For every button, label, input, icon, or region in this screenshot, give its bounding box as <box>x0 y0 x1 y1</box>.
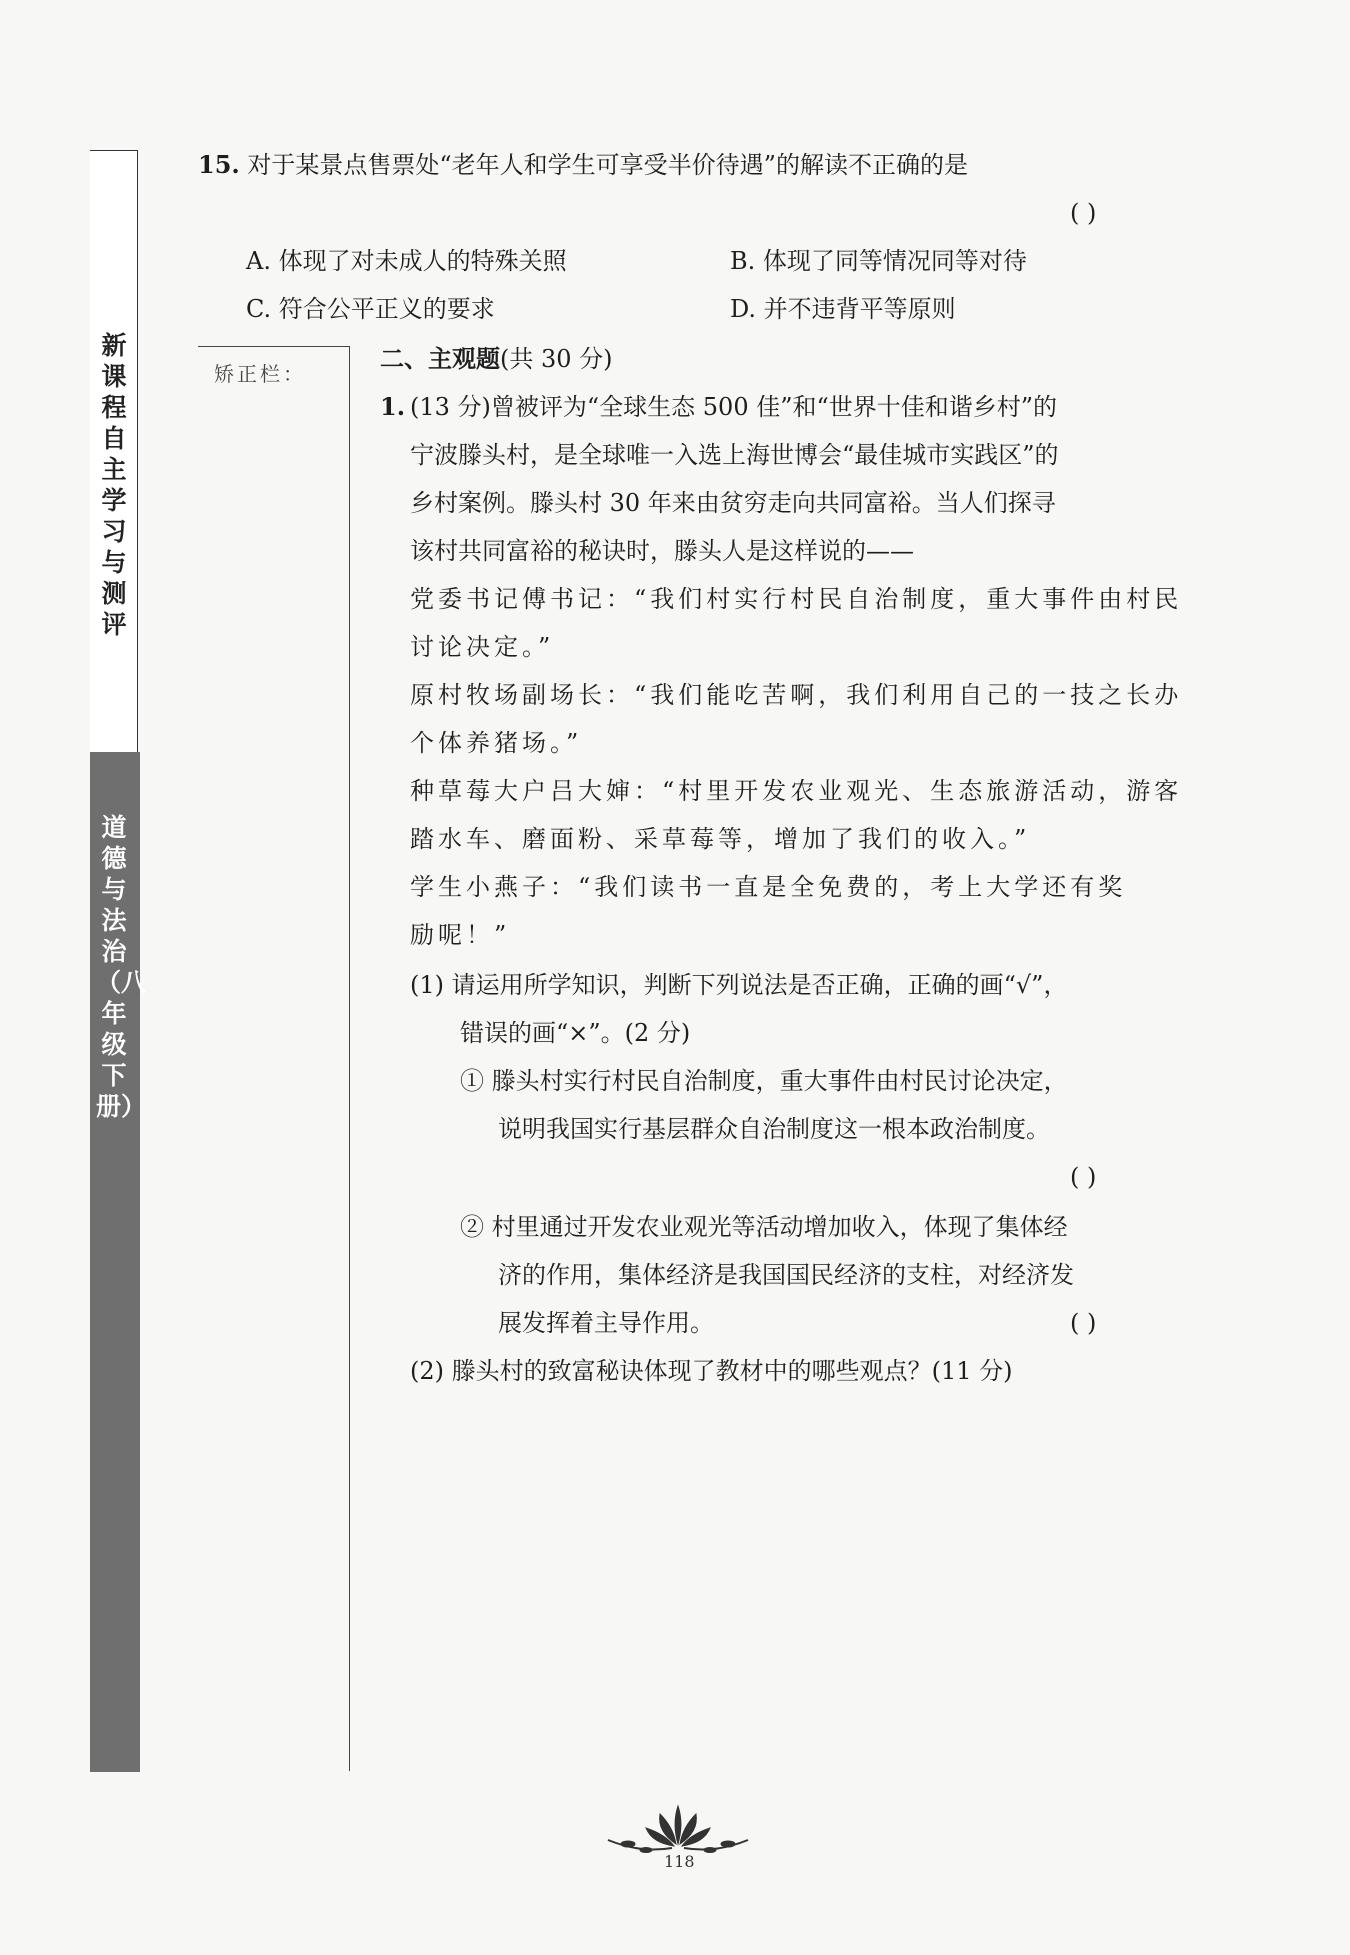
answer-bracket: ( ) <box>1070 199 1097 227</box>
correction-column <box>198 346 350 1771</box>
question-1-line: 宁波滕头村，是全球唯一入选上海世博会“最佳城市实践区”的 <box>410 441 1059 469</box>
question-15-stem <box>198 148 968 182</box>
answer-bracket: ( ) <box>1070 1309 1097 1337</box>
question-1-line: (13 分)曾被评为“全球生态 500 佳”和“世界十佳和谐乡村”的 <box>410 393 1058 421</box>
page-number: 118 <box>664 1852 695 1871</box>
book-title: 道德与法治（八年级下册） <box>96 813 147 1121</box>
quote-line: 励呢！” <box>410 921 511 949</box>
quote-line: 党委书记傅书记：“我们村实行村民自治制度，重大事件由村民 <box>410 585 1183 613</box>
series-title: 新课程自主学习与测评 <box>101 331 127 639</box>
correction-label: 矫正栏： <box>214 362 306 386</box>
judgement-item-2-line: ② 村里通过开发农业观光等活动增加收入，体现了集体经 <box>460 1213 1068 1241</box>
question-1-line: 该村共同富裕的秘诀时，滕头人是这样说的—— <box>410 537 914 565</box>
floral-ornament-icon <box>598 1800 758 1860</box>
quote-line: 个体养猪场。” <box>410 729 583 757</box>
quote-line: 讨论决定。” <box>410 633 555 661</box>
option-d: D. 并不违背平等原则 <box>730 295 956 323</box>
option-c: C. 符合公平正义的要求 <box>246 295 495 323</box>
section-heading: 二、主观题(共 30 分) <box>380 344 613 373</box>
question-text: 对于某景点售票处“老年人和学生可享受半价待遇”的解读不正确的是 <box>247 151 968 179</box>
option-a: A. 体现了对未成人的特殊关照 <box>246 247 567 275</box>
judgement-item-2-line: 济的作用，集体经济是我国国民经济的支柱，对经济发 <box>498 1261 1074 1289</box>
option-b: B. 体现了同等情况同等对待 <box>730 247 1027 275</box>
question-1-number: 1. <box>380 392 406 421</box>
quote-line: 种草莓大户吕大婶：“村里开发农业观光、生态旅游活动，游客 <box>410 777 1183 805</box>
subquestion-2: (2) 滕头村的致富秘诀体现了教材中的哪些观点？(11 分) <box>410 1357 1013 1385</box>
question-1-line: 乡村案例。滕头村 30 年来由贫穷走向共同富裕。当人们探寻 <box>410 489 1056 517</box>
subquestion-1-line: (1) 请运用所学知识，判断下列说法是否正确，正确的画“√”， <box>410 971 1068 999</box>
quote-line: 学生小燕子：“我们读书一直是全免费的，考上大学还有奖 <box>410 873 1127 901</box>
quote-line: 原村牧场副场长：“我们能吃苦啊，我们利用自己的一技之长办 <box>410 681 1183 709</box>
quote-line: 踏水车、磨面粉、采草莓等，增加了我们的收入。” <box>410 825 1031 853</box>
judgement-item-2-line: 展发挥着主导作用。 <box>498 1309 714 1337</box>
answer-bracket: ( ) <box>1070 1163 1097 1191</box>
judgement-item-1-line: 说明我国实行基层群众自治制度这一根本政治制度。 <box>498 1115 1050 1143</box>
question-number: 15. <box>198 150 240 179</box>
subquestion-1-line: 错误的画“×”。(2 分) <box>460 1019 691 1047</box>
judgement-item-1-line: ① 滕头村实行村民自治制度，重大事件由村民讨论决定， <box>460 1067 1068 1095</box>
